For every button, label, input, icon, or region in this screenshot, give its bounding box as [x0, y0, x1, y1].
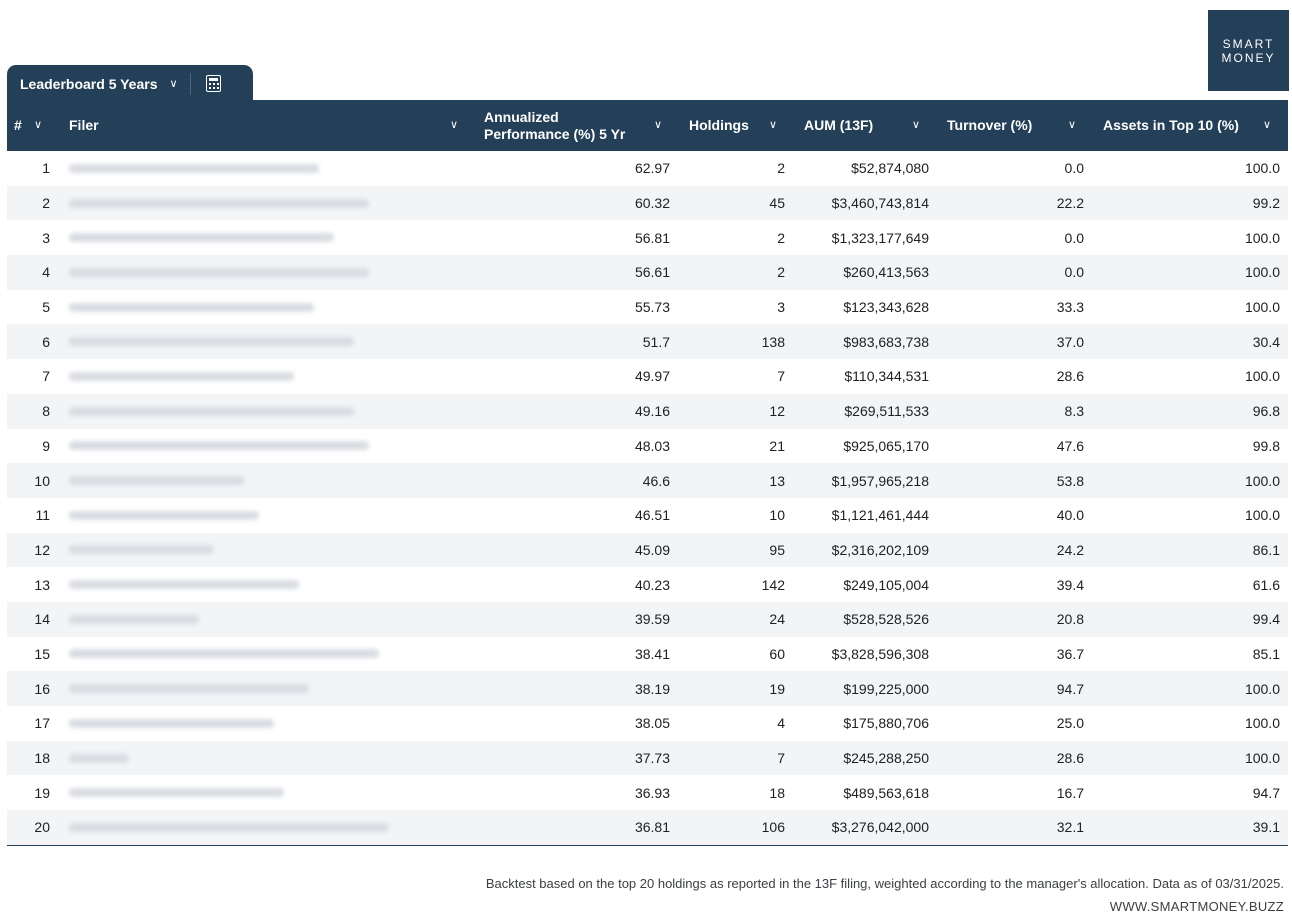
- table-row[interactable]: [7, 463, 1288, 498]
- cell-top10: 100.0: [1244, 507, 1280, 524]
- cell-aum: $1,957,965,218: [831, 472, 929, 489]
- cell-rank: 12: [34, 541, 50, 558]
- table-row[interactable]: [7, 290, 1288, 325]
- cell-aum: $3,828,596,308: [831, 645, 929, 662]
- chevron-down-icon[interactable]: ∨: [1068, 119, 1077, 131]
- cell-rank: 17: [34, 715, 50, 732]
- cell-top10: 39.1: [1252, 819, 1280, 836]
- redacted-filer-name: [69, 754, 129, 763]
- cell-aum: $2,316,202,109: [831, 541, 929, 558]
- table-row[interactable]: [7, 429, 1288, 464]
- cell-aum: $489,563,618: [843, 784, 929, 801]
- cell-top10: 100.0: [1244, 160, 1280, 177]
- cell-performance: 46.51: [634, 507, 670, 524]
- chevron-down-icon[interactable]: ∨: [1263, 119, 1272, 131]
- cell-rank: 2: [42, 195, 50, 212]
- cell-top10: 100.0: [1244, 680, 1280, 697]
- column-label-perf-2: Performance (%) 5 Yr: [484, 125, 626, 142]
- cell-filer-obscured[interactable]: [69, 359, 389, 394]
- cell-rank: 13: [34, 576, 50, 593]
- cell-top10: 99.4: [1252, 611, 1280, 628]
- cell-aum: $3,276,042,000: [831, 819, 929, 836]
- redacted-filer-name: [69, 511, 259, 520]
- table-row[interactable]: [7, 359, 1288, 394]
- redacted-filer-name: [69, 407, 354, 416]
- cell-turnover: 0.0: [1064, 229, 1084, 246]
- site-url[interactable]: WWW.SMARTMONEY.BUZZ: [1109, 899, 1284, 914]
- cell-rank: 18: [34, 750, 50, 767]
- cell-performance: 38.19: [634, 680, 670, 697]
- cell-filer-obscured[interactable]: [69, 602, 389, 637]
- cell-top10: 100.0: [1244, 750, 1280, 767]
- column-header-filer[interactable]: [69, 100, 99, 151]
- table-body: [7, 151, 1288, 845]
- redacted-filer-name: [69, 823, 389, 832]
- cell-filer-obscured[interactable]: [69, 567, 389, 602]
- chevron-down-icon[interactable]: ∨: [769, 119, 778, 131]
- cell-filer-obscured[interactable]: [69, 775, 389, 810]
- redacted-filer-name: [69, 545, 214, 554]
- cell-performance: 40.23: [634, 576, 670, 593]
- cell-holdings: 106: [761, 819, 785, 836]
- cell-rank: 20: [34, 819, 50, 836]
- cell-holdings: 2: [777, 229, 785, 246]
- cell-top10: 100.0: [1244, 299, 1280, 316]
- table-row[interactable]: [7, 498, 1288, 533]
- cell-turnover: 32.1: [1056, 819, 1084, 836]
- cell-holdings: 2: [777, 264, 785, 281]
- column-header-holdings[interactable]: [689, 100, 749, 151]
- calculator-icon[interactable]: [206, 75, 221, 92]
- cell-filer-obscured[interactable]: [69, 533, 389, 568]
- column-label-holdings: Holdings: [689, 117, 749, 133]
- cell-aum: $199,225,000: [843, 680, 929, 697]
- cell-performance: 60.32: [634, 195, 670, 212]
- cell-holdings: 24: [769, 611, 785, 628]
- cell-turnover: 0.0: [1064, 160, 1084, 177]
- cell-performance: 38.05: [634, 715, 670, 732]
- redacted-filer-name: [69, 441, 369, 450]
- table-row[interactable]: [7, 324, 1288, 359]
- cell-filer-obscured[interactable]: [69, 810, 389, 845]
- column-label-aum: AUM (13F): [804, 117, 874, 133]
- cell-performance: 51.7: [642, 333, 670, 350]
- cell-rank: 6: [42, 333, 50, 350]
- cell-aum: $260,413,563: [843, 264, 929, 281]
- cell-turnover: 28.6: [1056, 368, 1084, 385]
- table-row[interactable]: [7, 775, 1288, 810]
- cell-aum: $1,323,177,649: [831, 229, 929, 246]
- redacted-filer-name: [69, 372, 294, 381]
- cell-aum: $983,683,738: [843, 333, 929, 350]
- cell-performance: 39.59: [634, 611, 670, 628]
- cell-turnover: 24.2: [1056, 541, 1084, 558]
- tab-label: Leaderboard 5 Years: [20, 75, 158, 92]
- table-row[interactable]: [7, 602, 1288, 637]
- cell-performance: 46.6: [642, 472, 670, 489]
- cell-turnover: 8.3: [1064, 403, 1084, 420]
- table-row[interactable]: [7, 637, 1288, 672]
- table-row[interactable]: [7, 671, 1288, 706]
- cell-top10: 100.0: [1244, 229, 1280, 246]
- cell-aum: $269,511,533: [844, 403, 929, 420]
- cell-rank: 3: [42, 229, 50, 246]
- redacted-filer-name: [69, 476, 244, 485]
- cell-top10: 86.1: [1252, 541, 1280, 558]
- cell-performance: 36.81: [634, 819, 670, 836]
- cell-top10: 61.6: [1252, 576, 1280, 593]
- cell-aum: $52,874,080: [851, 160, 929, 177]
- cell-rank: 1: [42, 160, 50, 177]
- logo-line-2: MONEY: [1221, 50, 1276, 65]
- cell-turnover: 40.0: [1056, 507, 1084, 524]
- cell-filer-obscured[interactable]: [69, 671, 389, 706]
- cell-turnover: 22.2: [1056, 195, 1084, 212]
- cell-turnover: 53.8: [1056, 472, 1084, 489]
- cell-turnover: 47.6: [1056, 437, 1084, 454]
- table-row[interactable]: [7, 151, 1288, 186]
- cell-filer-obscured[interactable]: [69, 498, 389, 533]
- cell-aum: $245,288,250: [843, 750, 929, 767]
- cell-turnover: 37.0: [1056, 333, 1084, 350]
- column-header-turnover[interactable]: [947, 100, 1032, 151]
- leaderboard-table: [7, 100, 1288, 846]
- column-label-num: #: [14, 117, 22, 133]
- cell-holdings: 3: [777, 299, 785, 316]
- cell-holdings: 45: [769, 195, 785, 212]
- cell-performance: 55.73: [634, 299, 670, 316]
- cell-top10: 99.2: [1252, 195, 1280, 212]
- chevron-down-icon[interactable]: ∨: [912, 119, 921, 131]
- redacted-filer-name: [69, 615, 199, 624]
- chevron-down-icon[interactable]: ∨: [654, 119, 663, 131]
- table-row[interactable]: [7, 810, 1288, 845]
- cell-turnover: 33.3: [1056, 299, 1084, 316]
- cell-filer-obscured[interactable]: [69, 255, 389, 290]
- column-label-perf-1: Annualized: [484, 108, 559, 125]
- footnote: Backtest based on the top 20 holdings as reported in the 13F filing, weighted according to the manager's allocation. Data as of 03/31/2025.: [485, 876, 1284, 891]
- cell-rank: 4: [42, 264, 50, 281]
- cell-filer-obscured[interactable]: [69, 151, 389, 186]
- smart-money-logo: [1208, 10, 1289, 91]
- cell-rank: 7: [42, 368, 50, 385]
- cell-turnover: 25.0: [1056, 715, 1084, 732]
- cell-rank: 10: [34, 472, 50, 489]
- table-row[interactable]: [7, 567, 1288, 602]
- cell-filer-obscured[interactable]: [69, 220, 389, 255]
- cell-top10: 85.1: [1252, 645, 1280, 662]
- table-row[interactable]: [7, 186, 1288, 221]
- cell-holdings: 138: [761, 333, 785, 350]
- cell-performance: 49.16: [634, 403, 670, 420]
- cell-turnover: 20.8: [1056, 611, 1084, 628]
- table-row[interactable]: [7, 255, 1288, 290]
- cell-filer-obscured[interactable]: [69, 290, 389, 325]
- cell-aum: $123,343,628: [843, 299, 929, 316]
- cell-turnover: 28.6: [1056, 750, 1084, 767]
- cell-holdings: 13: [769, 472, 785, 489]
- redacted-filer-name: [69, 719, 274, 728]
- cell-top10: 96.8: [1252, 403, 1280, 420]
- cell-top10: 100.0: [1244, 368, 1280, 385]
- cell-holdings: 60: [769, 645, 785, 662]
- cell-rank: 19: [34, 784, 50, 801]
- column-label-filer: Filer: [69, 117, 99, 133]
- redacted-filer-name: [69, 580, 299, 589]
- cell-aum: $1,121,461,444: [831, 507, 929, 524]
- cell-filer-obscured[interactable]: [69, 706, 389, 741]
- cell-holdings: 4: [777, 715, 785, 732]
- logo-line-1: SMART: [1222, 36, 1275, 51]
- cell-aum: $175,880,706: [843, 715, 929, 732]
- redacted-filer-name: [69, 337, 354, 346]
- column-header-num[interactable]: [14, 100, 22, 151]
- redacted-filer-name: [69, 233, 334, 242]
- cell-performance: 49.97: [634, 368, 670, 385]
- cell-top10: 100.0: [1244, 472, 1280, 489]
- cell-filer-obscured[interactable]: [69, 463, 389, 498]
- table-row[interactable]: [7, 706, 1288, 741]
- cell-top10: 94.7: [1252, 784, 1280, 801]
- cell-top10: 100.0: [1244, 264, 1280, 281]
- cell-turnover: 0.0: [1064, 264, 1084, 281]
- cell-rank: 14: [34, 611, 50, 628]
- column-label-turnover: Turnover (%): [947, 117, 1033, 133]
- redacted-filer-name: [69, 268, 369, 277]
- cell-filer-obscured[interactable]: [69, 324, 389, 359]
- column-header-aum[interactable]: [804, 100, 873, 151]
- cell-top10: 99.8: [1252, 437, 1280, 454]
- cell-turnover: 39.4: [1056, 576, 1084, 593]
- cell-filer-obscured[interactable]: [69, 186, 389, 221]
- table-row[interactable]: [7, 220, 1288, 255]
- cell-performance: 38.41: [634, 645, 670, 662]
- cell-performance: 36.93: [634, 784, 670, 801]
- cell-filer-obscured[interactable]: [69, 741, 389, 776]
- cell-holdings: 2: [777, 160, 785, 177]
- cell-performance: 37.73: [634, 750, 670, 767]
- cell-turnover: 16.7: [1056, 784, 1084, 801]
- cell-holdings: 10: [769, 507, 785, 524]
- cell-holdings: 12: [769, 403, 785, 420]
- cell-holdings: 21: [769, 437, 785, 454]
- cell-holdings: 95: [769, 541, 785, 558]
- cell-performance: 56.61: [634, 264, 670, 281]
- cell-rank: 15: [34, 645, 50, 662]
- cell-performance: 45.09: [634, 541, 670, 558]
- redacted-filer-name: [69, 303, 314, 312]
- chevron-down-icon[interactable]: ∨: [450, 119, 459, 131]
- chevron-down-icon[interactable]: ∨: [34, 119, 43, 131]
- cell-aum: $249,105,004: [843, 576, 929, 593]
- cell-holdings: 18: [769, 784, 785, 801]
- cell-filer-obscured[interactable]: [69, 429, 389, 464]
- cell-rank: 5: [42, 299, 50, 316]
- cell-rank: 9: [42, 437, 50, 454]
- column-header-top10[interactable]: [1103, 100, 1239, 151]
- cell-rank: 8: [42, 403, 50, 420]
- table-row[interactable]: [7, 741, 1288, 776]
- cell-aum: $3,460,743,814: [831, 195, 929, 212]
- cell-filer-obscured[interactable]: [69, 637, 389, 672]
- cell-performance: 48.03: [634, 437, 670, 454]
- cell-rank: 11: [35, 507, 50, 524]
- table-bottom-rule: [7, 845, 1288, 846]
- cell-top10: 30.4: [1252, 333, 1280, 350]
- table-row[interactable]: [7, 394, 1288, 429]
- cell-turnover: 36.7: [1056, 645, 1084, 662]
- redacted-filer-name: [69, 164, 319, 173]
- tab-divider: [190, 73, 191, 95]
- cell-filer-obscured[interactable]: [69, 394, 389, 429]
- cell-aum: $528,528,526: [843, 611, 929, 628]
- table-header: [7, 100, 1288, 151]
- cell-top10: 100.0: [1244, 715, 1280, 732]
- redacted-filer-name: [69, 199, 369, 208]
- cell-performance: 62.97: [634, 160, 670, 177]
- cell-holdings: 142: [761, 576, 785, 593]
- cell-turnover: 94.7: [1056, 680, 1084, 697]
- cell-holdings: 7: [777, 750, 785, 767]
- cell-holdings: 19: [769, 680, 785, 697]
- redacted-filer-name: [69, 788, 284, 797]
- tab-leaderboard[interactable]: [7, 65, 253, 102]
- cell-aum: $925,065,170: [843, 437, 929, 454]
- chevron-down-icon[interactable]: ∨: [169, 78, 178, 90]
- column-header-perf[interactable]: [484, 100, 625, 151]
- cell-performance: 56.81: [634, 229, 670, 246]
- redacted-filer-name: [69, 649, 379, 658]
- redacted-filer-name: [69, 684, 309, 693]
- cell-aum: $110,344,531: [844, 368, 929, 385]
- table-row[interactable]: [7, 533, 1288, 568]
- cell-rank: 16: [34, 680, 50, 697]
- column-label-top10: Assets in Top 10 (%): [1103, 117, 1239, 133]
- cell-holdings: 7: [777, 368, 785, 385]
